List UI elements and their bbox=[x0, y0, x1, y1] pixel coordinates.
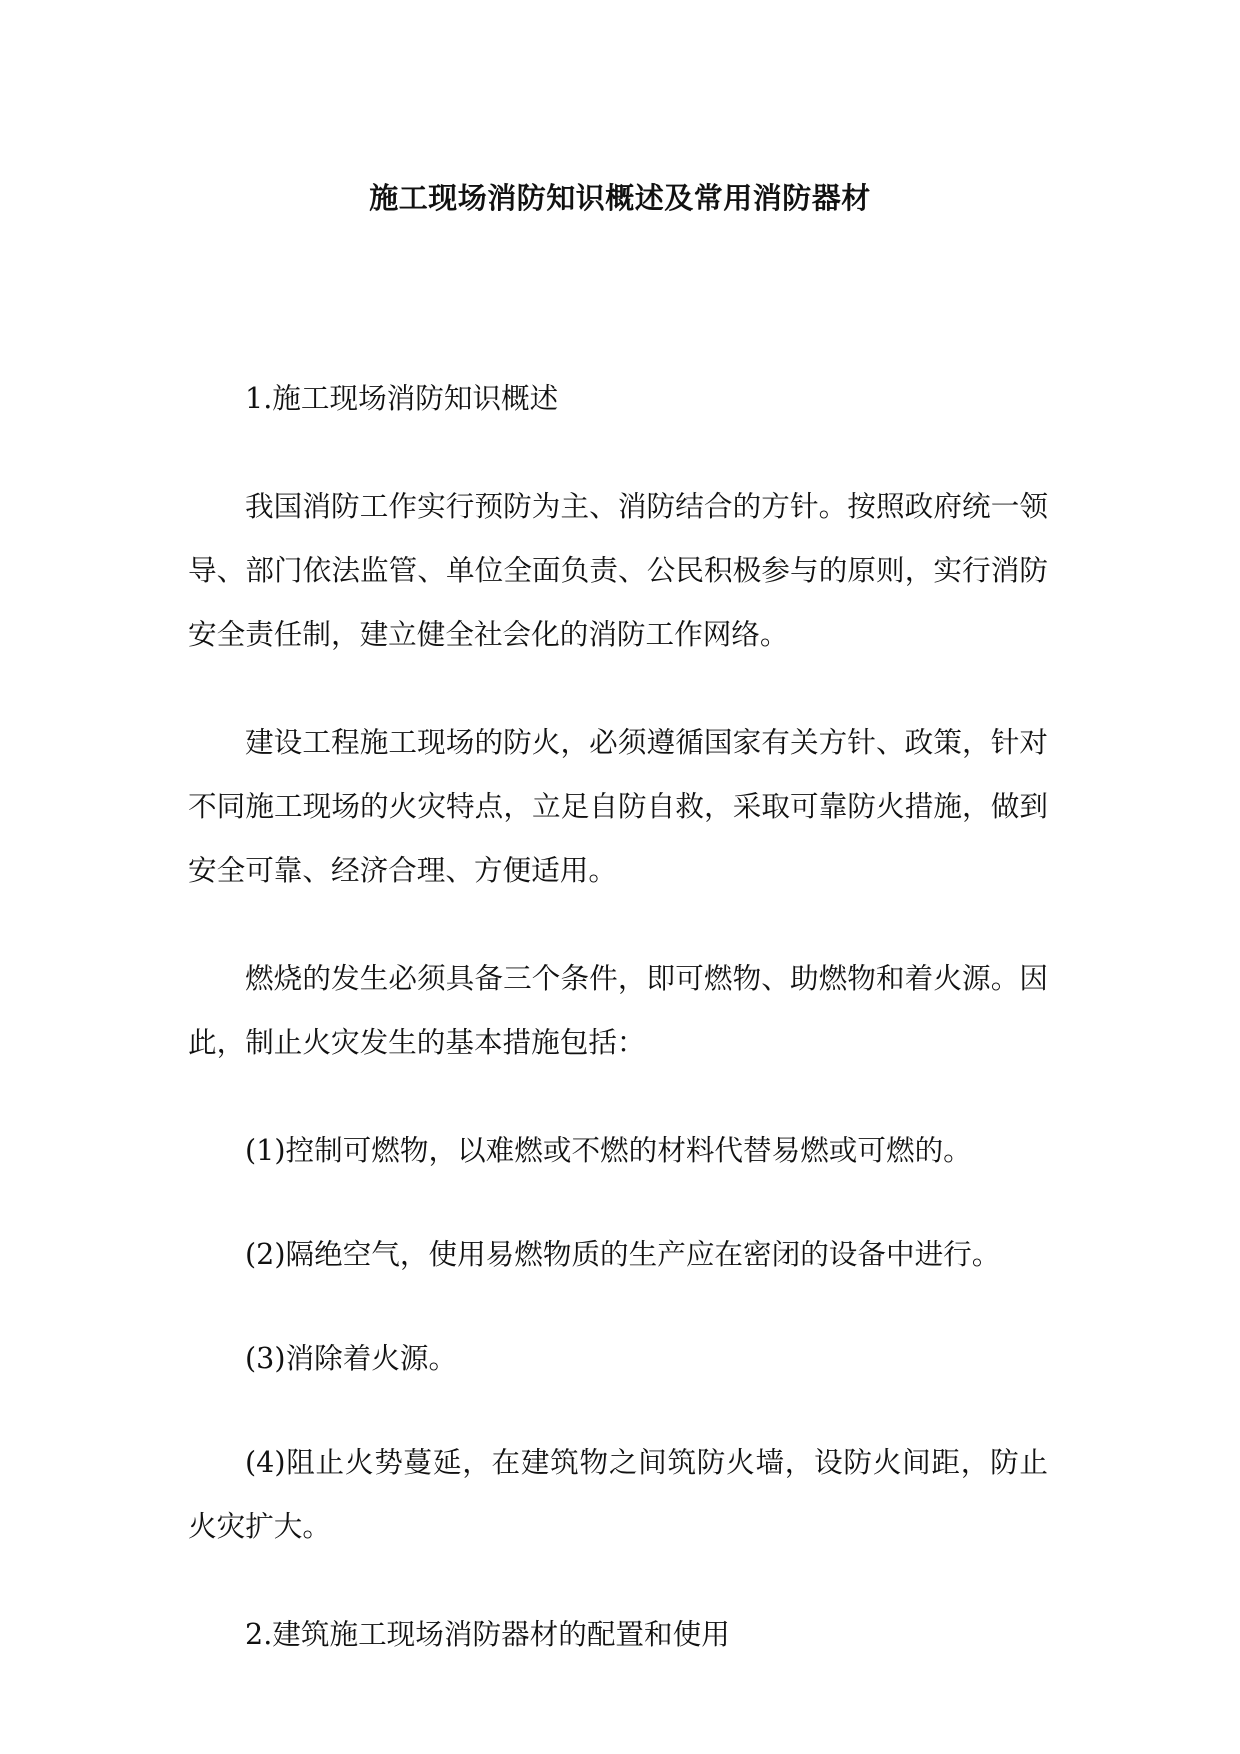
list-item-3: (3)消除着火源。 bbox=[245, 1341, 458, 1375]
paragraph-site-fire-prevention: 建设工程施工现场的防火，必须遵循国家有关方针、政策，针对不同施工现场的火灾特点，立足自防自救，采取可靠防火措施，做到安全可靠、经济合理、方便适用。 bbox=[188, 725, 1048, 887]
document-body bbox=[188, 366, 1048, 1710]
list-item-4: (4)阻止火势蔓延，在建筑物之间筑防火墙，设防火间距，防止火灾扩大。 bbox=[188, 1445, 1048, 1543]
list-item-2: (2)隔绝空气，使用易燃物质的生产应在密闭的设备中进行。 bbox=[245, 1237, 1001, 1271]
section-heading-1: 1.施工现场消防知识概述 bbox=[245, 381, 559, 415]
section-heading-2: 2.建筑施工现场消防器材的配置和使用 bbox=[245, 1617, 730, 1651]
paragraph-combustion-conditions: 燃烧的发生必须具备三个条件，即可燃物、助燃物和着火源。因此，制止火灾发生的基本措施包括： bbox=[188, 961, 1048, 1059]
document-title: 施工现场消防知识概述及常用消防器材 bbox=[369, 181, 871, 215]
paragraph-fire-policy: 我国消防工作实行预防为主、消防结合的方针。按照政府统一领导、部门依法监管、单位全面负责、公民积极参与的原则，实行消防安全责任制，建立健全社会化的消防工作网络。 bbox=[188, 489, 1048, 651]
list-item-1: (1)控制可燃物，以难燃或不燃的材料代替易燃或可燃的。 bbox=[245, 1133, 972, 1167]
